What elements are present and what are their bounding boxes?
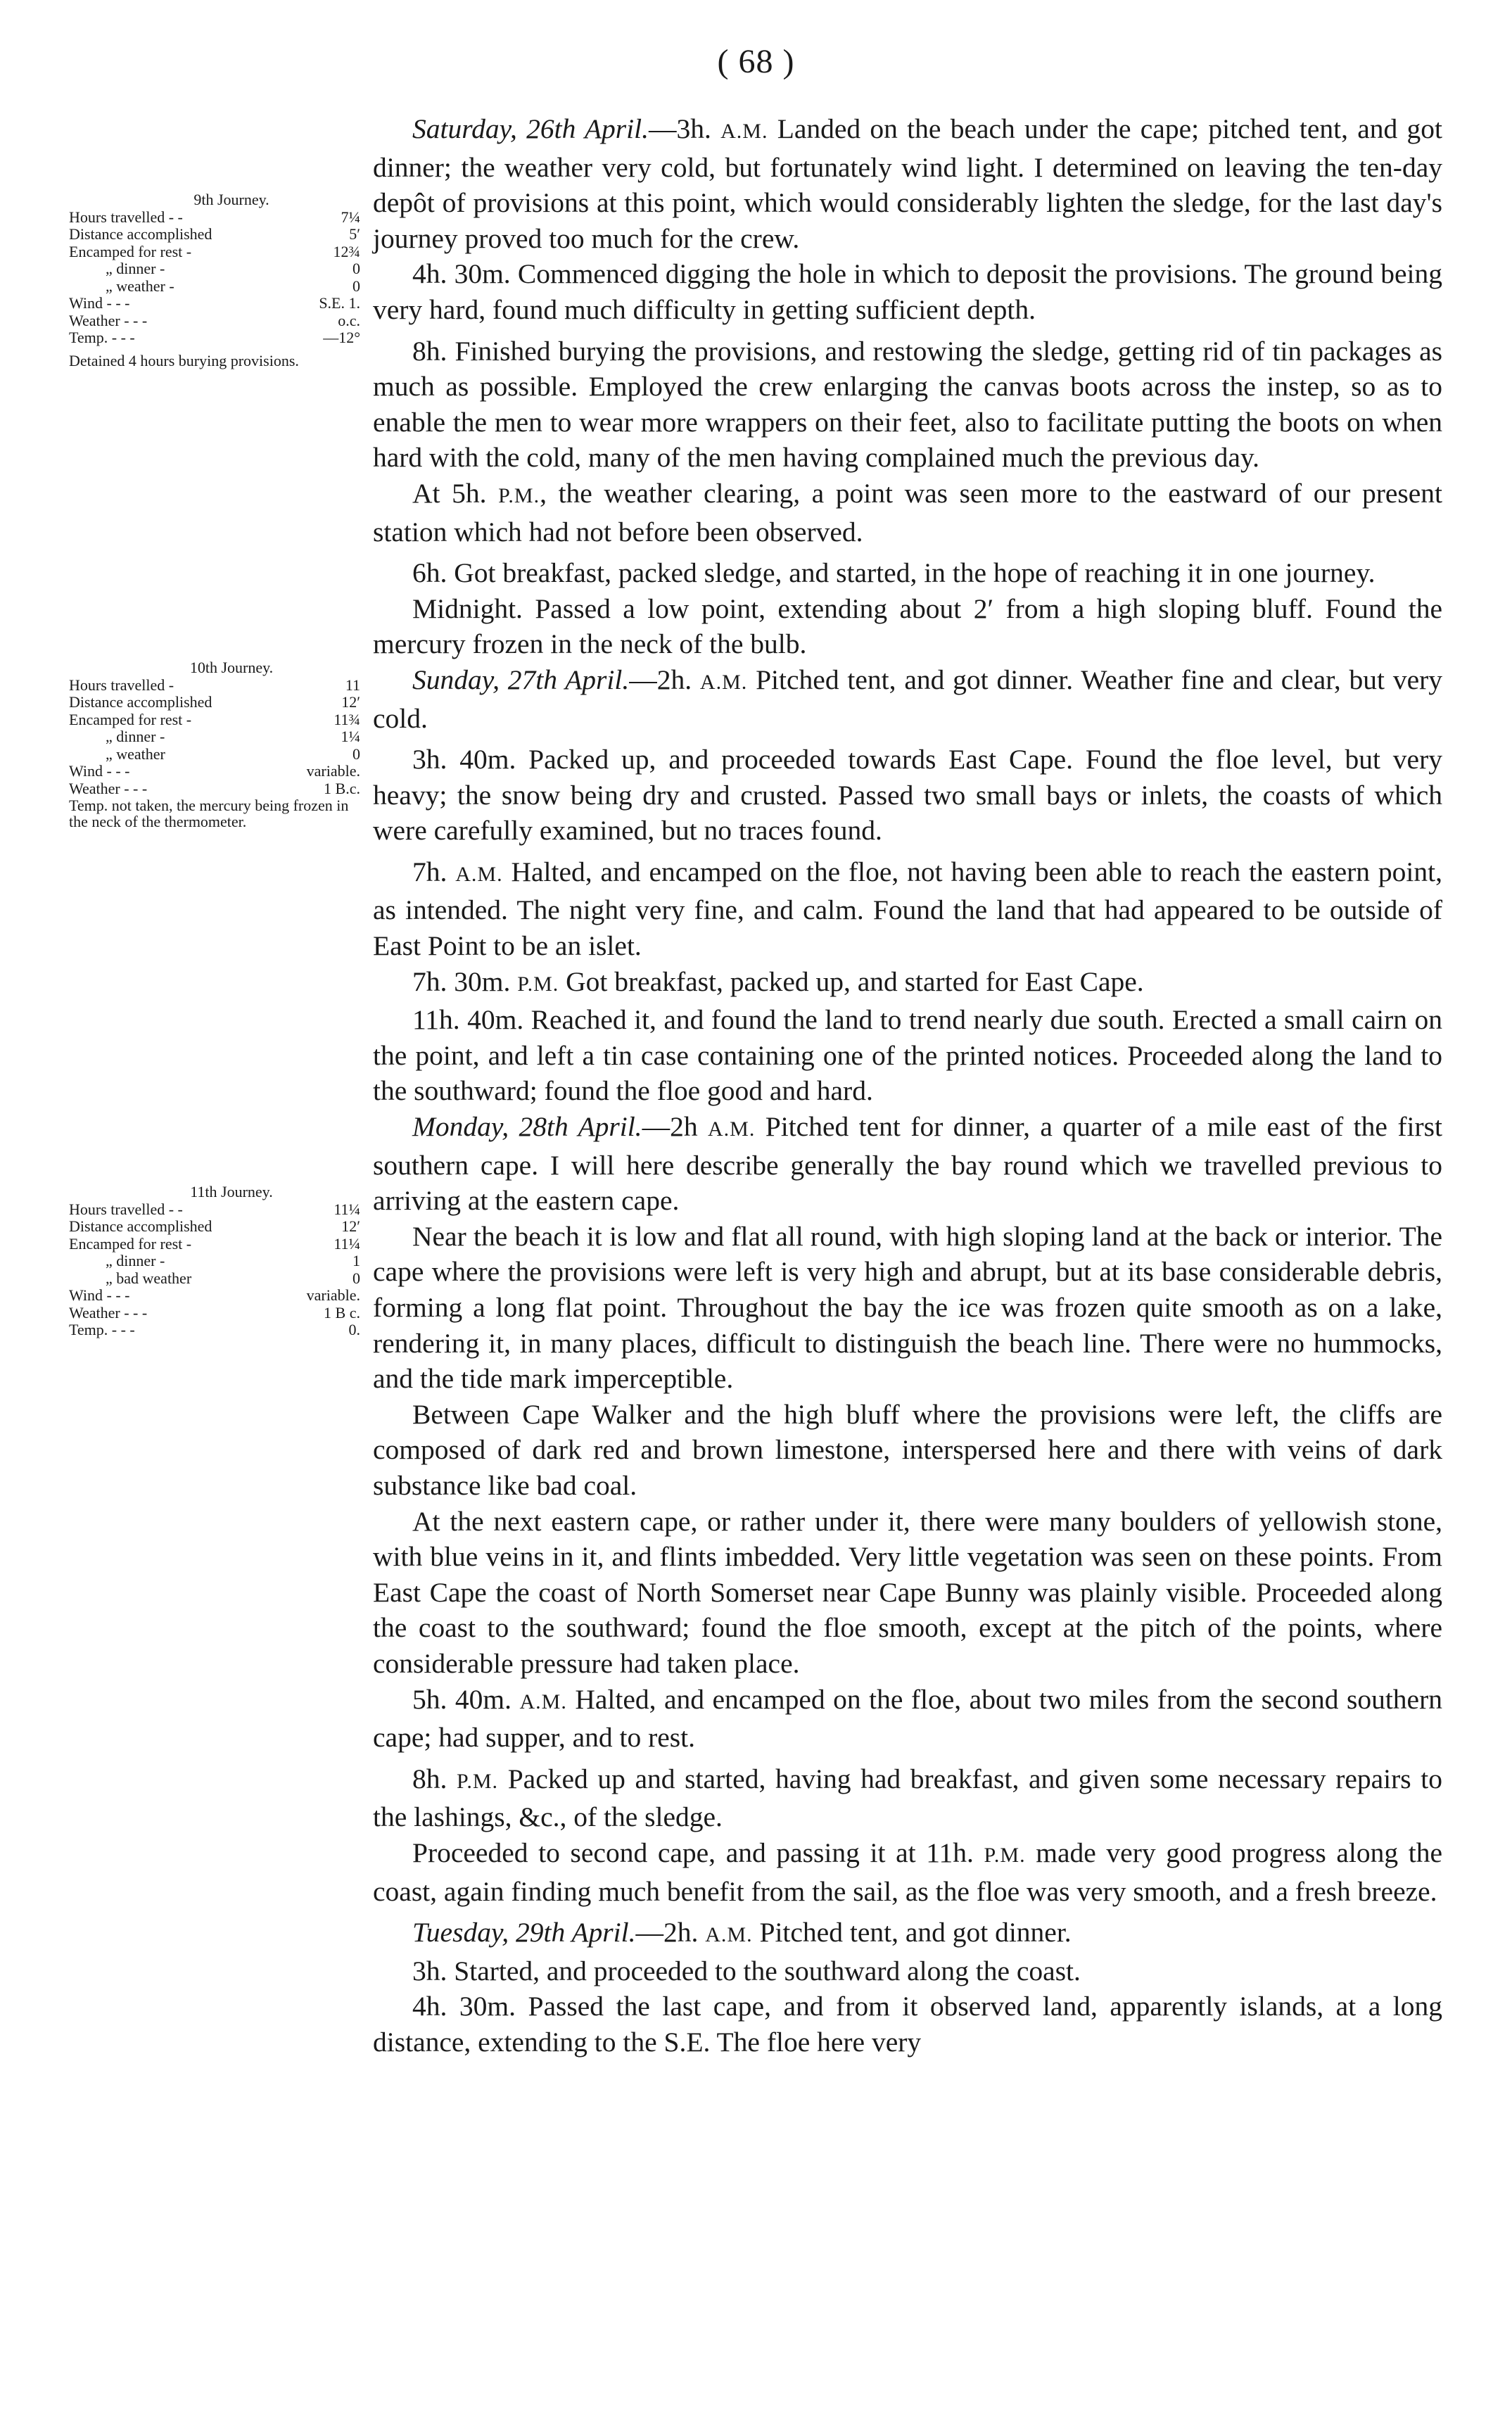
paragraph: 3h. 40m. Packed up, and proceeded towards East Cape. Found the floe level, but very heavy; the snow being dry and crusted. Passed two small bays or inlets, the coasts of which were carefully examined, but no traces found. (373, 744, 1442, 847)
sidenote-row: „ weather - 0 (106, 277, 360, 295)
sidenote-row: Encamped for rest - 11¼ (69, 1234, 360, 1253)
paragraph: 8h. Finished burying the provisions, and restowing the sledge, getting rid of tin packages as much as possible. Employed the crew enlarging the canvas boots across the instep, so as to enable the men to wear more wrappers on their feet, also to facilitate putting the boots on when hard with the cold, many of the men having complained much the previous day. (373, 335, 1442, 474)
sidenote-row: Weather - - - 1 B.c. (69, 779, 360, 797)
paragraph: 6h. Got breakfast, packed sledge, and started, in the hope of reaching it in one journey. (412, 557, 1376, 589)
sidenote-row: „ dinner - 1¼ (106, 728, 360, 745)
sidenote-title: 9th Journey. (193, 191, 269, 208)
paragraph: 4h. 30m. Passed the last cape, and from it observed land, apparently islands, at a long distance, extending to the S.E. The floe here very (373, 1991, 1442, 2058)
sidenote-row: Weather - - - 1 B c. (69, 1303, 360, 1321)
sidenote-row: „ dinner - 1 (106, 1252, 360, 1269)
paragraph: 8h. P.M. Packed up and started, having had breakfast, and given some necessary repairs to the lashings, &c., of the sledge. (373, 1763, 1443, 1833)
paragraph: 11h. 40m. Reached it, and found the land to trend nearly due south. Erected a small cairn on the point, and left a tin case containing one of the printed notices. Proceeded along the land to the southward; found the floe good and hard. (373, 1004, 1442, 1107)
paragraph: Midnight. Passed a low point, extending about 2′ from a high sloping bluff. Found the mercury frozen in the neck of the bulb. (373, 592, 1442, 660)
sidenote-row: „ bad weather 0 (106, 1269, 360, 1287)
sidenote-row: Hours travelled - - 7¼ (69, 208, 360, 226)
sidenote-row: Distance accomplished 12′ (69, 693, 360, 711)
sidenote-row: Distance accomplished 5′ (69, 225, 360, 243)
sidenote-title: 11th Journey. (190, 1183, 273, 1200)
sidenote-row: Temp. - - - 0. (69, 1321, 360, 1338)
page-number: ( 68 ) (717, 43, 795, 80)
sidenote-remark: Detained 4 hours burying provisions. (69, 351, 299, 369)
paragraph: Near the beach it is low and flat all round, with high sloping land at the back or interior. The cape where the provisions were left is very high and abrupt, but at its base considerable debris, forming a long flat point. Throughout the bay the ice was frozen quite smooth as on a lake, rendering it, in many places, difficult to distinguish the beach line. There were no hummocks, and the tide mark imperceptible. (373, 1220, 1442, 1395)
sidenote-row: Wind - - - S.E. 1. (69, 294, 360, 312)
paragraph: Saturday, 26th April.—3h. A.M. Landed on the beach under the cape; pitched tent, and got dinner; the weather very cold, but fortunately wind light. I determined on leaving the ten-day depôt of provisions at this point, which would considerably lighten the sledge, for the last day's journey proved too much for the crew. (373, 113, 1443, 254)
sidenote-row: Weather - - - o.c. (69, 311, 360, 329)
sidenote-row: Wind - - - variable. (69, 762, 360, 780)
sidenote-row: Temp. - - - —12° (69, 329, 360, 346)
sidenote-title: 10th Journey. (189, 659, 274, 676)
paragraph: Monday, 28th April.—2h A.M. Pitched tent for dinner, a quarter of a mile east of the first southern cape. I will here describe generally the bay round which we travelled previous to arriving at the eastern cape. (373, 1111, 1442, 1217)
paragraph: Proceeded to second cape, and passing it at 11h. P.M. made very good progress along the coast, again finding much benefit from the sail, as the floe was very smooth, and a fresh breeze. (373, 1837, 1443, 1907)
paragraph: 4h. 30m. Commenced digging the hole in which to deposit the provisions. The ground being very hard, found much difficulty in getting sufficient depth. (373, 258, 1442, 325)
sidenote-9th-journey (69, 191, 366, 369)
paragraph: At the next eastern cape, or rather under it, there were many boulders of yellowish stone, with blue veins in it, and flints imbedded. Very little vegetation was seen on these points. From East Cape the coast of North Somerset near Cape Bunny was plainly visible. Proceeded along the coast to the southward; found the floe smooth, except at the pitch of the points, where considerable pressure had taken place. (373, 1505, 1442, 1679)
sidenote-remark: Temp. not taken, the mercury being frozen in the neck of the thermometer. (69, 797, 349, 830)
paragraph: At 5h. P.M., the weather clearing, a point was seen more to the eastward of our present station which had not before been observed. (373, 477, 1443, 547)
paragraph: 5h. 40m. A.M. Halted, and encamped on the floe, about two miles from the second southern cape; had supper, and to rest. (373, 1683, 1442, 1754)
sidenote-row: „ dinner - 0 (106, 260, 360, 277)
paragraph: 7h. 30m. P.M. Got breakfast, packed up, and started for East Cape. (412, 965, 1144, 997)
paragraph: 3h. Started, and proceeded to the southward along the coast. (412, 1955, 1081, 1986)
sidenote-11th-journey (69, 1184, 366, 1339)
sidenote-row: Distance accomplished 12′ (69, 1217, 360, 1235)
sidenote-row: „ weather 0 (106, 744, 360, 763)
sidenote-row: Encamped for rest - 11¾ (69, 710, 360, 728)
main-text-column (373, 111, 1442, 2060)
sidenote-row: Hours travelled - - 11¼ (69, 1200, 360, 1218)
sidenote-row: Hours travelled - 11 (69, 676, 360, 694)
sidenote-row: Encamped for rest - 12¾ (69, 242, 360, 260)
paragraph: Between Cape Walker and the high bluff where the provisions were left, the cliffs are composed of dark red and brown limestone, interspersed here and there with veins of dark substance like bad coal. (373, 1398, 1442, 1501)
paragraph: 7h. A.M. Halted, and encamped on the floe, not having been able to reach the eastern point, as intended. The night very fine, and calm. Found the land that had appeared to be outside of East Point to be an islet. (373, 856, 1442, 962)
paragraph: Sunday, 27th April.—2h. A.M. Pitched tent, and got dinner. Weather fine and clear, but very cold. (373, 664, 1443, 734)
paragraph: Tuesday, 29th April.—2h. A.M. Pitched tent, and got dinner. (412, 1917, 1072, 1948)
sidenote-10th-journey (69, 659, 366, 830)
sidenote-row: Wind - - - variable. (69, 1286, 360, 1304)
